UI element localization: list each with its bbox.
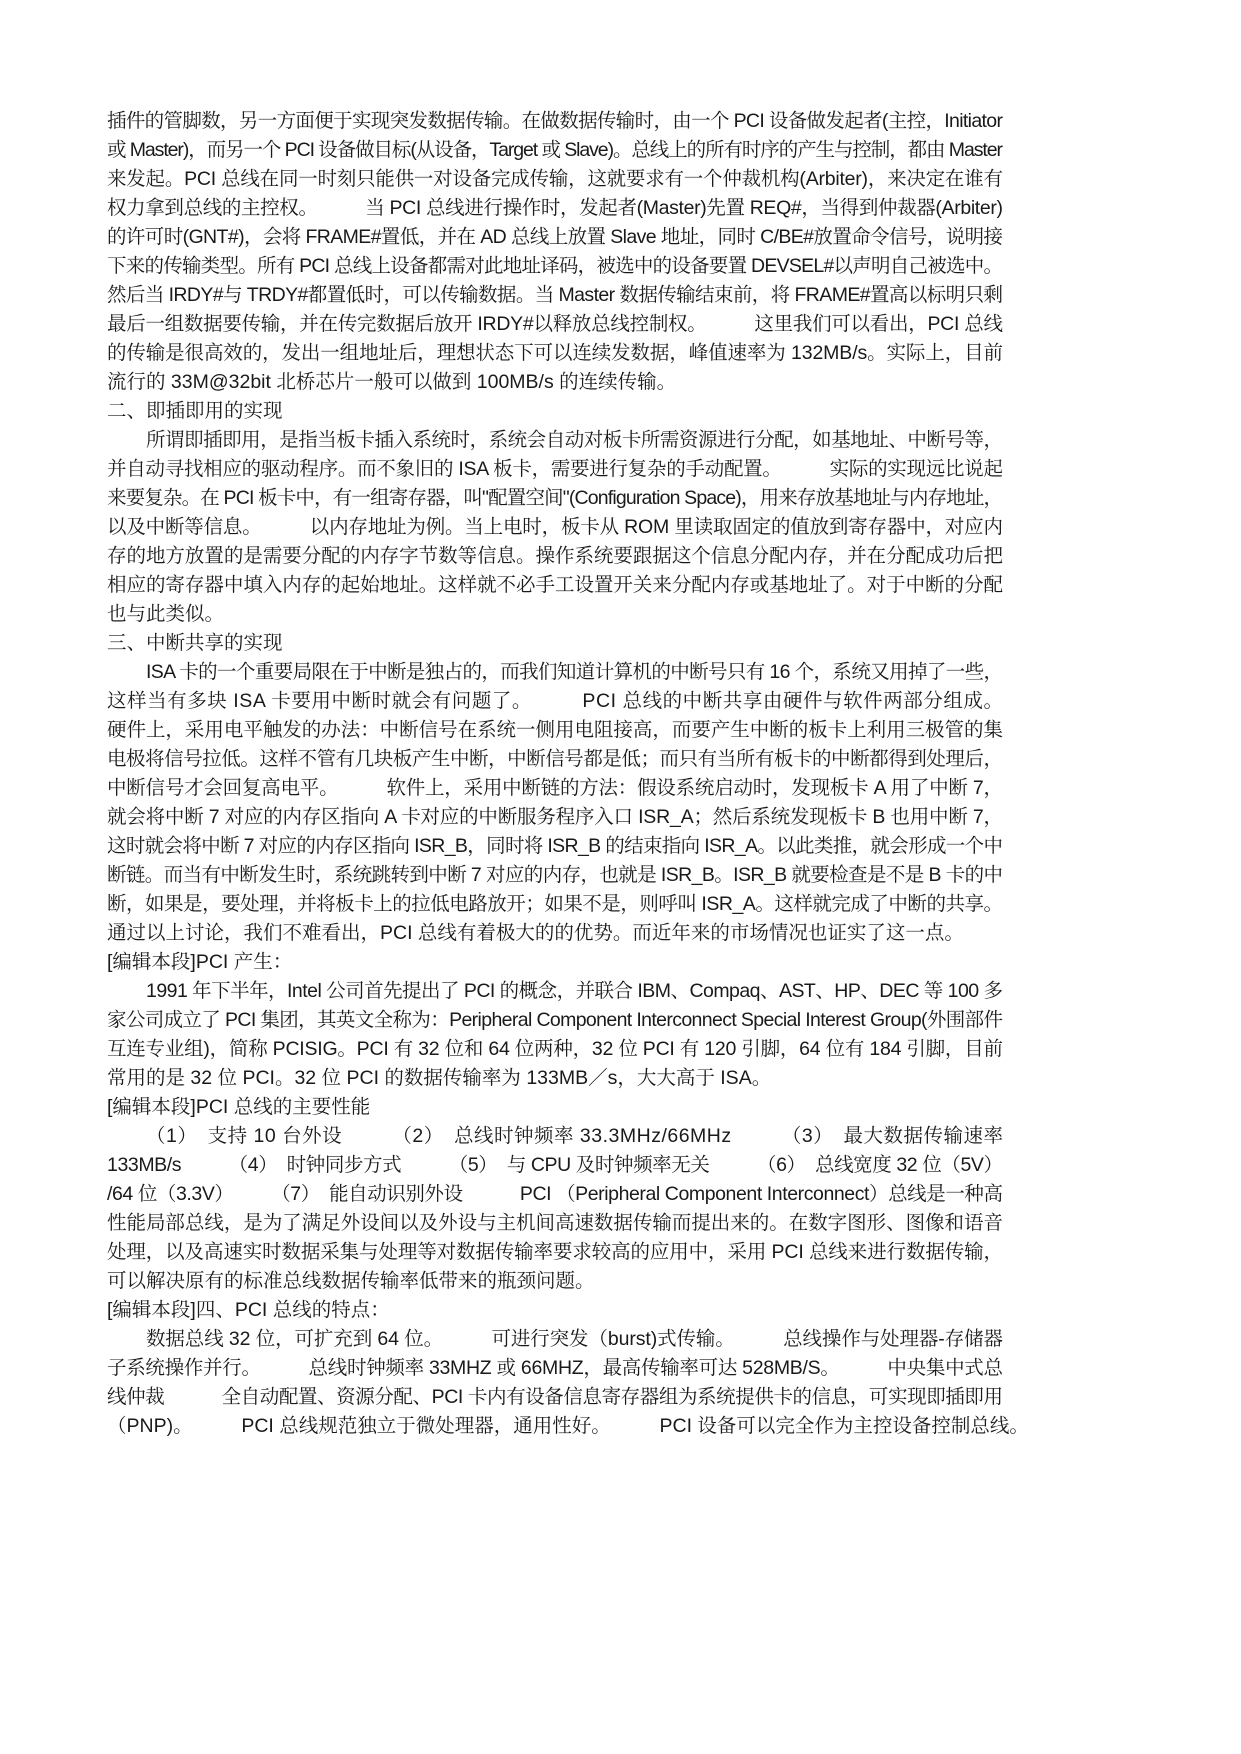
text-line: 权力拿到总线的主控权。 当 PCI 总线进行操作时，发起者(Master)先置 REQ#，当得到仲裁器(Arbiter): [107, 197, 1003, 219]
text-line: 通过以上讨论，我们不难看出，PCI 总线有着极大的的优势。而近年来的市场情况也证实了这一点。: [107, 922, 964, 944]
text-line: ISA 卡的一个重要局限在于中断是独占的，而我们知道计算机的中断号只有 16 个，系统又用掉了一些，: [146, 661, 1003, 683]
text-line: 断，如果是，要处理，并将板卡上的拉低电路放开；如果不是，则呼叫 ISR_A。这样就完成了中断的共享。: [107, 893, 1003, 915]
text-line: 最后一组数据要传输，并在传完数据后放开 IRDY#以释放总线控制权。 这里我们可以看出，PCI 总线: [107, 313, 1003, 335]
text-line: 处理，以及高速实时数据采集与处理等对数据传输率要求较高的应用中，采用 PCI 总线来进行数据传输，: [107, 1241, 1003, 1263]
text-line: 下来的传输类型。所有 PCI 总线上设备都需对此地址译码，被选中的设备要置 DEVSEL#以声明自己被选中。: [107, 255, 1003, 277]
text-line: 断链。而当有中断发生时，系统跳转到中断 7 对应的内存，也就是 ISR_B。ISR_B 就要检查是不是 B 卡的中: [107, 864, 1003, 886]
pci-origin-section: [107, 948, 1003, 1093]
text-line: 硬件上，采用电平触发的办法：中断信号在系统一侧用电阻接高，而要产生中断的板卡上利用三极管的集: [107, 719, 1003, 741]
plug-and-play-section: [107, 397, 1003, 629]
text-line: （1） 支持 10 台外设 （2） 总线时钟频率 33.3MHz/66MHz （3） 最大数据传输速率: [146, 1125, 1004, 1147]
text-line: 子系统操作并行。 总线时钟频率 33MHZ 或 66MHZ，最高传输率可达 528MB/S。 中央集中式总: [107, 1357, 1003, 1379]
text-line: 性能局部总线，是为了满足外设间以及外设与主机间高速数据传输而提出来的。在数字图形、图像和语音: [107, 1212, 1003, 1234]
pci-performance-section: [107, 1093, 1003, 1296]
text-line: 以及中断等信息。 以内存地址为例。当上电时，板卡从 ROM 里读取固定的值放到寄存器中，对应内: [107, 516, 1003, 538]
text-line: 133MB/s （4） 时钟同步方式 （5） 与 CPU 及时钟频率无关 （6） 总线宽度 32 位（5V）: [107, 1154, 1003, 1176]
text-line: 1991 年下半年，Intel 公司首先提出了 PCI 的概念，并联合 IBM、Compaq、AST、HP、DEC 等 100 多: [146, 980, 1003, 1002]
text-line: 中断信号才会回复高电平。 软件上，采用中断链的方法：假设系统启动时，发现板卡 A 用了中断 7，: [107, 777, 1003, 799]
text-line: 的许可时(GNT#)，会将 FRAME#置低，并在 AD 总线上放置 Slave 地址，同时 C/BE#放置命令信号，说明接: [107, 226, 1003, 248]
text-line: 来要复杂。在 PCI 板卡中，有一组寄存器，叫"配置空间"(Configuration Space)，用来存放基地址与内存地址，: [107, 487, 1003, 509]
text-line: （PNP)。 PCI 总线规范独立于微处理器，通用性好。 PCI 设备可以完全作为主控设备控制总线。: [107, 1415, 1029, 1437]
text-line: 线仲裁 全自动配置、资源分配、PCI 卡内有设备信息寄存器组为系统提供卡的信息，可实现即插即用: [107, 1386, 1003, 1408]
text-line: 相应的寄存器中填入内存的起始地址。这样就不必手工设置开关来分配内存或基地址了。对于中断的分配: [107, 574, 1003, 596]
text-line: 来发起。PCI 总线在同一时刻只能供一对设备完成传输，这就要求有一个仲裁机构(Arbiter)，来决定在谁有: [107, 168, 1003, 190]
text-line: 可以解决原有的标准总线数据传输率低带来的瓶颈问题。: [107, 1270, 595, 1292]
text-line: 所谓即插即用，是指当板卡插入系统时，系统会自动对板卡所需资源进行分配，如基地址、中断号等，: [146, 429, 1003, 451]
section-heading: 二、即插即用的实现: [107, 400, 283, 422]
text-line: 家公司成立了 PCI 集团，其英文全称为：Peripheral Component Interconnect Special Interest Group(外围部件: [107, 1009, 1003, 1031]
text-line: 插件的管脚数，另一方面便于实现突发数据传输。在做数据传输时，由一个 PCI 设备做发起者(主控，Initiator: [107, 110, 1003, 132]
text-line: 互连专业组)，简称 PCISIG。PCI 有 32 位和 64 位两种，32 位 PCI 有 120 引脚，64 位有 184 引脚，目前: [107, 1038, 1003, 1060]
section-heading: [编辑本段]四、PCI 总线的特点：: [107, 1299, 390, 1321]
text-line: 的传输是很高效的，发出一组地址后，理想状态下可以连续发数据，峰值速率为 132MB/s。实际上，目前: [107, 342, 1003, 364]
text-line: 存的地方放置的是需要分配的内存字节数等信息。操作系统要跟据这个信息分配内存，并在分配成功后把: [107, 545, 1003, 567]
interrupt-sharing-section: [107, 629, 1003, 948]
text-line: 就会将中断 7 对应的内存区指向 A 卡对应的中断服务程序入口 ISR_A；然后系统发现板卡 B 也用中断 7，: [107, 806, 1003, 828]
text-line: /64 位（3.3V） （7） 能自动识别外设 PCI （Peripheral Component Interconnect）总线是一种高: [107, 1183, 1003, 1205]
text-line: 或 Master)，而另一个 PCI 设备做目标(从设备，Target 或 Slave)。总线上的所有时序的产生与控制，都由 Master: [107, 139, 1002, 161]
section-heading: 三、中断共享的实现: [107, 632, 283, 654]
text-line: 流行的 33M@32bit 北桥芯片一般可以做到 100MB/s 的连续传输。: [107, 371, 677, 393]
document-body: [107, 107, 1029, 1441]
text-line: 然后当 IRDY#与 TRDY#都置低时，可以传输数据。当 Master 数据传输结束前，将 FRAME#置高以标明只剩: [107, 284, 1003, 306]
text-line: 电极将信号拉低。这样不管有几块板产生中断，中断信号都是低；而只有当所有板卡的中断都得到处理后，: [107, 748, 1003, 770]
intro-section: [107, 107, 1003, 397]
text-line: 这样当有多块 ISA 卡要用中断时就会有问题了。 PCI 总线的中断共享由硬件与软件两部分组成。: [107, 690, 1004, 712]
text-line: 常用的是 32 位 PCI。32 位 PCI 的数据传输率为 133MB／s，大大高于 ISA。: [107, 1067, 772, 1089]
section-heading: [编辑本段]PCI 总线的主要性能: [107, 1096, 371, 1118]
pci-features-section: [107, 1296, 1029, 1441]
text-line: 数据总线 32 位，可扩充到 64 位。 可进行突发（burst)式传输。 总线操作与处理器-存储器: [146, 1328, 1003, 1350]
text-line: 并自动寻找相应的驱动程序。而不象旧的 ISA 板卡，需要进行复杂的手动配置。 实际的实现远比说起: [107, 458, 1003, 480]
text-line: 这时就会将中断 7 对应的内存区指向 ISR_B，同时将 ISR_B 的结束指向 ISR_A。以此类推，就会形成一个中: [107, 835, 1003, 857]
text-line: 也与此类似。: [107, 603, 225, 625]
section-heading: [编辑本段]PCI 产生：: [107, 951, 293, 973]
